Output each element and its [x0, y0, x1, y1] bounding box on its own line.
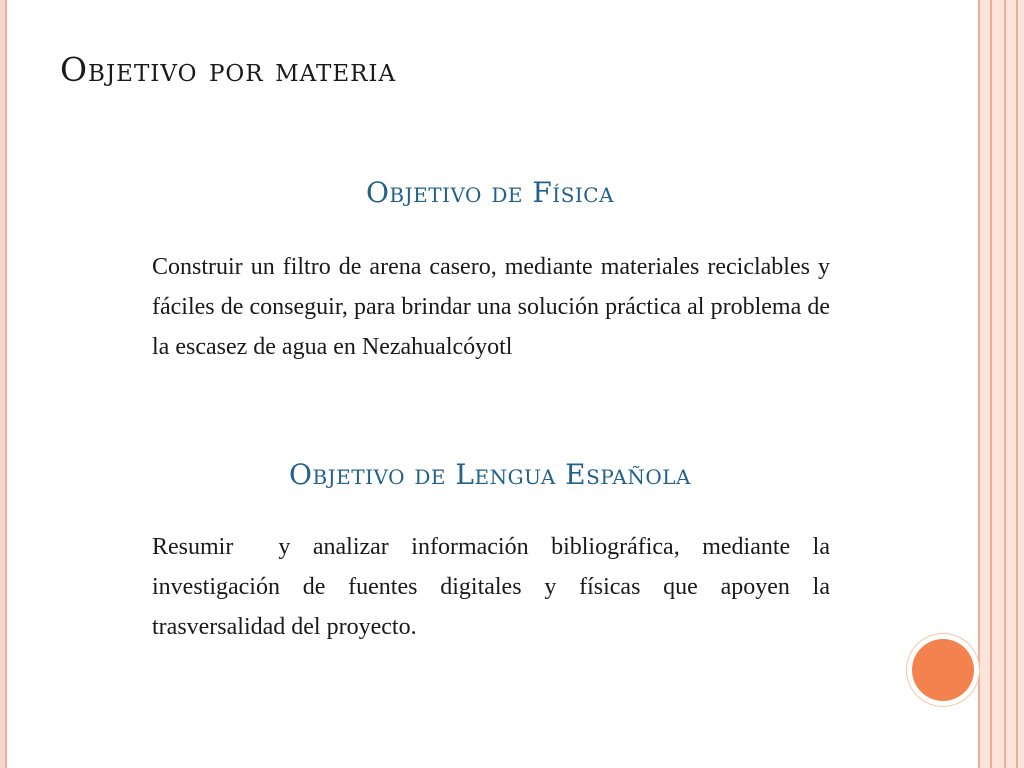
- orange-circle-decoration: [912, 639, 974, 701]
- right-border-line: [978, 0, 980, 768]
- section-body-lengua: Resumir y analizar información bibliográfica, mediante la investigación de fuentes digitales y físicas que apoyen la trasversalidad del proyecto.: [152, 534, 836, 640]
- right-border-line: [990, 0, 992, 768]
- left-border-decoration: [0, 0, 7, 768]
- slide-title: Objetivo por materia: [60, 50, 397, 89]
- right-border-line: [1016, 0, 1018, 768]
- section-heading-fisica: Objetivo de Física: [365, 176, 615, 209]
- section-heading-lengua: Objetivo de Lengua Española: [288, 458, 691, 491]
- right-border-line: [1004, 0, 1006, 768]
- section-body-fisica: Construir un filtro de arena casero, mediante materiales reciclables y fáciles de conseguir, para brindar una solución práctica al problema de la escasez de agua en Nezahualcóyotl: [152, 254, 830, 360]
